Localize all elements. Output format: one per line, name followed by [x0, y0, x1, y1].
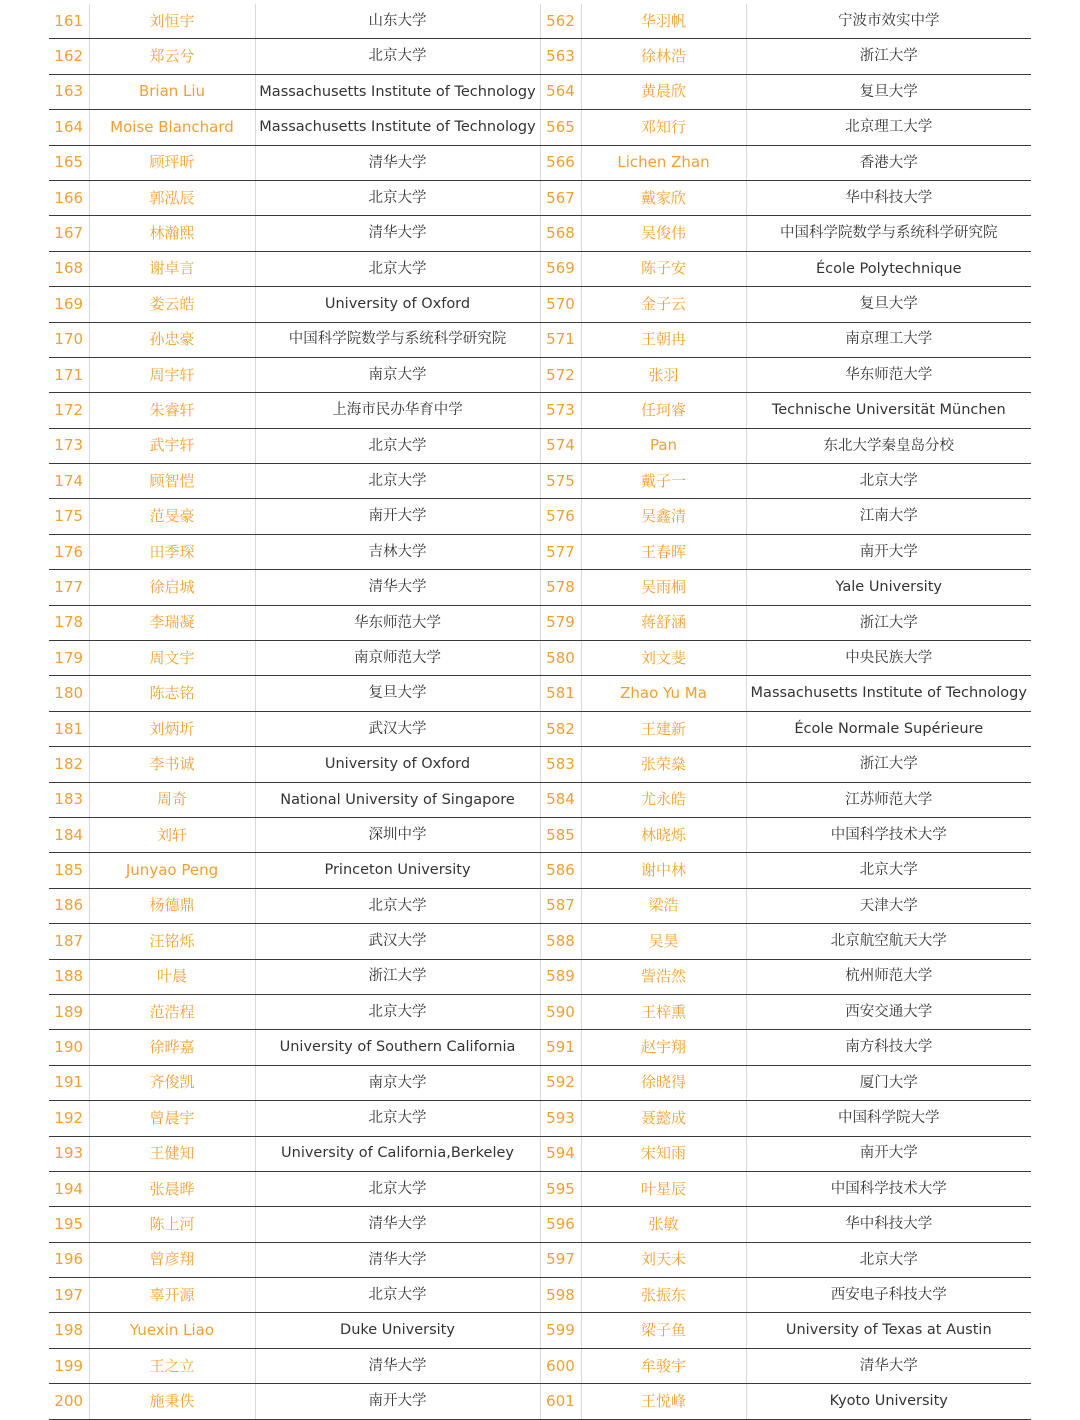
rank-cell: 169 [49, 287, 89, 322]
school-cell: 天津大学 [746, 888, 1031, 923]
rank-cell: 572 [540, 357, 581, 392]
rank-cell: 568 [540, 216, 581, 251]
rank-cell: 594 [540, 1136, 581, 1171]
rank-cell: 185 [49, 853, 89, 888]
rank-cell: 191 [49, 1065, 89, 1100]
name-cell: 王之立 [89, 1348, 255, 1383]
rank-cell: 176 [49, 534, 89, 569]
school-cell: 北京大学 [255, 428, 540, 463]
school-cell: 北京理工大学 [746, 110, 1031, 145]
table-row [49, 216, 1031, 251]
table-row [49, 499, 1031, 534]
name-cell: 郑云兮 [89, 39, 255, 74]
rank-cell: 181 [49, 711, 89, 746]
rank-cell: 197 [49, 1278, 89, 1313]
name-cell: 徐启城 [89, 570, 255, 605]
name-cell: 周奇 [89, 782, 255, 817]
rank-cell: 189 [49, 994, 89, 1029]
school-cell: 浙江大学 [746, 605, 1031, 640]
rank-cell: 574 [540, 428, 581, 463]
table-row [49, 1278, 1031, 1313]
table-row [49, 393, 1031, 428]
rank-cell: 580 [540, 641, 581, 676]
table-row [49, 180, 1031, 215]
school-cell: 中央民族大学 [746, 641, 1031, 676]
school-cell: 厦门大学 [746, 1065, 1031, 1100]
name-cell: 郭泓辰 [89, 180, 255, 215]
school-cell: 华东师范大学 [255, 605, 540, 640]
school-cell: University of Oxford [255, 747, 540, 782]
rank-cell: 566 [540, 145, 581, 180]
school-cell: 北京大学 [255, 251, 540, 286]
name-cell: 赵宇翔 [581, 1030, 746, 1065]
school-cell: 香港大学 [746, 145, 1031, 180]
rank-cell: 590 [540, 994, 581, 1029]
school-cell: 南京大学 [255, 357, 540, 392]
rank-cell: 161 [49, 4, 89, 39]
name-cell: 宋知雨 [581, 1136, 746, 1171]
name-cell: Pan [581, 428, 746, 463]
school-cell: 浙江大学 [746, 747, 1031, 782]
school-cell: 清华大学 [255, 216, 540, 251]
rank-cell: 174 [49, 464, 89, 499]
rank-cell: 564 [540, 74, 581, 109]
table-row [49, 1313, 1031, 1348]
school-cell: 南京大学 [255, 1065, 540, 1100]
name-cell: 吴俊伟 [581, 216, 746, 251]
name-cell: 尤永皓 [581, 782, 746, 817]
table-row [49, 1136, 1031, 1171]
name-cell: 陈子安 [581, 251, 746, 286]
rank-cell: 587 [540, 888, 581, 923]
table-row [49, 676, 1031, 711]
name-cell: 顾智恺 [89, 464, 255, 499]
rank-cell: 578 [540, 570, 581, 605]
rank-cell: 600 [540, 1348, 581, 1383]
table-row [49, 605, 1031, 640]
school-cell: 北京大学 [255, 1171, 540, 1206]
school-cell: National University of Singapore [255, 782, 540, 817]
name-cell: 王梓熏 [581, 994, 746, 1029]
rank-cell: 200 [49, 1384, 89, 1419]
school-cell: 南开大学 [746, 534, 1031, 569]
rank-cell: 177 [49, 570, 89, 605]
name-cell: 徐晓得 [581, 1065, 746, 1100]
name-cell: 王春晖 [581, 534, 746, 569]
school-cell: 华中科技大学 [746, 180, 1031, 215]
school-cell: 江苏师范大学 [746, 782, 1031, 817]
name-cell: 田季琛 [89, 534, 255, 569]
table-row [49, 4, 1031, 39]
rank-cell: 565 [540, 110, 581, 145]
name-cell: 刘炳圻 [89, 711, 255, 746]
table-row [49, 1348, 1031, 1383]
name-cell: 娄云皓 [89, 287, 255, 322]
rank-cell: 598 [540, 1278, 581, 1313]
name-cell: 訾浩然 [581, 959, 746, 994]
school-cell: 清华大学 [255, 1348, 540, 1383]
rank-cell: 198 [49, 1313, 89, 1348]
name-cell: Junyao Peng [89, 853, 255, 888]
school-cell: 吉林大学 [255, 534, 540, 569]
name-cell: 林晓烁 [581, 817, 746, 852]
name-cell: 汪铭烁 [89, 924, 255, 959]
table-row [49, 39, 1031, 74]
name-cell: 聂懿成 [581, 1101, 746, 1136]
rank-cell: 571 [540, 322, 581, 357]
rank-cell: 183 [49, 782, 89, 817]
name-cell: 梁浩 [581, 888, 746, 923]
rank-cell: 167 [49, 216, 89, 251]
ranking-table [49, 4, 1031, 1420]
school-cell: Kyoto University [746, 1384, 1031, 1419]
school-cell: 复旦大学 [255, 676, 540, 711]
name-cell: 武宇轩 [89, 428, 255, 463]
table-row [49, 959, 1031, 994]
name-cell: 施秉佚 [89, 1384, 255, 1419]
school-cell: 南京理工大学 [746, 322, 1031, 357]
rank-cell: 195 [49, 1207, 89, 1242]
table-row [49, 570, 1031, 605]
school-cell: 中国科学院数学与系统科学研究院 [255, 322, 540, 357]
school-cell: 清华大学 [255, 1207, 540, 1242]
school-cell: 西安电子科技大学 [746, 1278, 1031, 1313]
name-cell: 陈上河 [89, 1207, 255, 1242]
name-cell: 吴鑫清 [581, 499, 746, 534]
school-cell: University of Southern California [255, 1030, 540, 1065]
rank-cell: 199 [49, 1348, 89, 1383]
school-cell: 南开大学 [255, 1384, 540, 1419]
table-row [49, 357, 1031, 392]
table-row [49, 428, 1031, 463]
name-cell: 李瑞凝 [89, 605, 255, 640]
school-cell: Duke University [255, 1313, 540, 1348]
rank-cell: 164 [49, 110, 89, 145]
name-cell: 戴家欣 [581, 180, 746, 215]
table-row [49, 110, 1031, 145]
school-cell: 武汉大学 [255, 924, 540, 959]
school-cell: 武汉大学 [255, 711, 540, 746]
table-row [49, 1030, 1031, 1065]
rank-cell: 562 [540, 4, 581, 39]
table-row [49, 641, 1031, 676]
table-row [49, 1242, 1031, 1277]
school-cell: 北京大学 [255, 464, 540, 499]
rank-cell: 588 [540, 924, 581, 959]
name-cell: 刘文斐 [581, 641, 746, 676]
rank-cell: 582 [540, 711, 581, 746]
table-row [49, 1207, 1031, 1242]
rank-cell: 583 [540, 747, 581, 782]
table-row [49, 924, 1031, 959]
rank-cell: 180 [49, 676, 89, 711]
name-cell: 曾晨宇 [89, 1101, 255, 1136]
school-cell: 山东大学 [255, 4, 540, 39]
school-cell: 清华大学 [255, 570, 540, 605]
table-row [49, 782, 1031, 817]
name-cell: Zhao Yu Ma [581, 676, 746, 711]
school-cell: University of California,Berkeley [255, 1136, 540, 1171]
name-cell: 范旻豪 [89, 499, 255, 534]
name-cell: 顾玶昕 [89, 145, 255, 180]
name-cell: 黄晨欣 [581, 74, 746, 109]
school-cell: 复旦大学 [746, 287, 1031, 322]
rank-cell: 573 [540, 393, 581, 428]
rank-cell: 592 [540, 1065, 581, 1100]
name-cell: 曾彦翔 [89, 1242, 255, 1277]
name-cell: 周宇轩 [89, 357, 255, 392]
school-cell: Massachusetts Institute of Technology [255, 74, 540, 109]
rank-cell: 585 [540, 817, 581, 852]
school-cell: 深圳中学 [255, 817, 540, 852]
name-cell: 朱睿轩 [89, 393, 255, 428]
rank-cell: 187 [49, 924, 89, 959]
name-cell: 王朝冉 [581, 322, 746, 357]
rank-cell: 597 [540, 1242, 581, 1277]
rank-cell: 563 [540, 39, 581, 74]
school-cell: 北京大学 [255, 39, 540, 74]
table-row [49, 74, 1031, 109]
rank-cell: 166 [49, 180, 89, 215]
rank-cell: 577 [540, 534, 581, 569]
school-cell: 北京大学 [255, 888, 540, 923]
name-cell: 杨德鼎 [89, 888, 255, 923]
table-row [49, 817, 1031, 852]
name-cell: 谢卓言 [89, 251, 255, 286]
rank-cell: 193 [49, 1136, 89, 1171]
rank-cell: 171 [49, 357, 89, 392]
rank-cell: 591 [540, 1030, 581, 1065]
name-cell: 邓知行 [581, 110, 746, 145]
school-cell: 清华大学 [255, 145, 540, 180]
rank-cell: 581 [540, 676, 581, 711]
name-cell: 张羽 [581, 357, 746, 392]
rank-cell: 586 [540, 853, 581, 888]
table-row [49, 711, 1031, 746]
rank-cell: 601 [540, 1384, 581, 1419]
ranking-body [49, 4, 1031, 1419]
table-row [49, 1384, 1031, 1419]
school-cell: 北京大学 [255, 1101, 540, 1136]
name-cell: 谢中林 [581, 853, 746, 888]
table-row [49, 287, 1031, 322]
rank-cell: 599 [540, 1313, 581, 1348]
school-cell: 北京大学 [255, 994, 540, 1029]
table-row [49, 1171, 1031, 1206]
name-cell: Lichen Zhan [581, 145, 746, 180]
rank-cell: 170 [49, 322, 89, 357]
table-row [49, 1065, 1031, 1100]
school-cell: Massachusetts Institute of Technology [746, 676, 1031, 711]
school-cell: 江南大学 [746, 499, 1031, 534]
school-cell: 南京师范大学 [255, 641, 540, 676]
school-cell: 清华大学 [746, 1348, 1031, 1383]
school-cell: 南开大学 [746, 1136, 1031, 1171]
table-row [49, 534, 1031, 569]
table-row [49, 251, 1031, 286]
name-cell: 蒋舒涵 [581, 605, 746, 640]
school-cell: 北京大学 [255, 1278, 540, 1313]
name-cell: 王悦峰 [581, 1384, 746, 1419]
school-cell: 东北大学秦皇岛分校 [746, 428, 1031, 463]
name-cell: Moise Blanchard [89, 110, 255, 145]
school-cell: École Normale Supérieure [746, 711, 1031, 746]
rank-cell: 196 [49, 1242, 89, 1277]
name-cell: 张振东 [581, 1278, 746, 1313]
rank-cell: 186 [49, 888, 89, 923]
name-cell: 刘恒宇 [89, 4, 255, 39]
school-cell: 西安交通大学 [746, 994, 1031, 1029]
rank-cell: 188 [49, 959, 89, 994]
name-cell: 牟骏宇 [581, 1348, 746, 1383]
rank-cell: 172 [49, 393, 89, 428]
name-cell: 叶晨 [89, 959, 255, 994]
name-cell: Brian Liu [89, 74, 255, 109]
rank-cell: 165 [49, 145, 89, 180]
name-cell: 齐俊凯 [89, 1065, 255, 1100]
name-cell: 周文宇 [89, 641, 255, 676]
rank-cell: 175 [49, 499, 89, 534]
name-cell: 辜开源 [89, 1278, 255, 1313]
rank-cell: 584 [540, 782, 581, 817]
school-cell: 北京大学 [746, 853, 1031, 888]
name-cell: 金子云 [581, 287, 746, 322]
name-cell: 徐晔嘉 [89, 1030, 255, 1065]
rank-cell: 596 [540, 1207, 581, 1242]
school-cell: 中国科学技术大学 [746, 1171, 1031, 1206]
school-cell: 复旦大学 [746, 74, 1031, 109]
school-cell: 中国科学院大学 [746, 1101, 1031, 1136]
name-cell: 张敏 [581, 1207, 746, 1242]
school-cell: 上海市民办华育中学 [255, 393, 540, 428]
school-cell: 宁波市效实中学 [746, 4, 1031, 39]
name-cell: 戴子一 [581, 464, 746, 499]
rank-cell: 192 [49, 1101, 89, 1136]
school-cell: 杭州师范大学 [746, 959, 1031, 994]
school-cell: Technische Universität München [746, 393, 1031, 428]
table-row [49, 1101, 1031, 1136]
table-row [49, 747, 1031, 782]
school-cell: 南方科技大学 [746, 1030, 1031, 1065]
rank-cell: 570 [540, 287, 581, 322]
rank-cell: 173 [49, 428, 89, 463]
rank-cell: 182 [49, 747, 89, 782]
rank-cell: 178 [49, 605, 89, 640]
rank-cell: 163 [49, 74, 89, 109]
table-row [49, 994, 1031, 1029]
rank-cell: 179 [49, 641, 89, 676]
rank-cell: 576 [540, 499, 581, 534]
school-cell: Massachusetts Institute of Technology [255, 110, 540, 145]
name-cell: 叶星辰 [581, 1171, 746, 1206]
rank-cell: 190 [49, 1030, 89, 1065]
table-row [49, 145, 1031, 180]
school-cell: École Polytechnique [746, 251, 1031, 286]
school-cell: 北京大学 [255, 180, 540, 215]
rank-cell: 575 [540, 464, 581, 499]
school-cell: 北京大学 [746, 1242, 1031, 1277]
name-cell: 张晨晔 [89, 1171, 255, 1206]
table-row [49, 853, 1031, 888]
name-cell: 范浩程 [89, 994, 255, 1029]
school-cell: 华东师范大学 [746, 357, 1031, 392]
rank-cell: 593 [540, 1101, 581, 1136]
rank-cell: 567 [540, 180, 581, 215]
name-cell: Yuexin Liao [89, 1313, 255, 1348]
rank-cell: 162 [49, 39, 89, 74]
name-cell: 梁子鱼 [581, 1313, 746, 1348]
school-cell: Yale University [746, 570, 1031, 605]
rank-cell: 168 [49, 251, 89, 286]
name-cell: 刘天未 [581, 1242, 746, 1277]
rank-cell: 595 [540, 1171, 581, 1206]
name-cell: 任珂睿 [581, 393, 746, 428]
name-cell: 徐林浩 [581, 39, 746, 74]
name-cell: 华羽帆 [581, 4, 746, 39]
school-cell: 北京大学 [746, 464, 1031, 499]
rank-cell: 569 [540, 251, 581, 286]
school-cell: 浙江大学 [255, 959, 540, 994]
table-row [49, 888, 1031, 923]
rank-cell: 184 [49, 817, 89, 852]
school-cell: 清华大学 [255, 1242, 540, 1277]
rank-cell: 194 [49, 1171, 89, 1206]
table-row [49, 464, 1031, 499]
school-cell: Princeton University [255, 853, 540, 888]
school-cell: 浙江大学 [746, 39, 1031, 74]
school-cell: University of Oxford [255, 287, 540, 322]
school-cell: 中国科学技术大学 [746, 817, 1031, 852]
name-cell: 李书诚 [89, 747, 255, 782]
school-cell: 北京航空航天大学 [746, 924, 1031, 959]
name-cell: 吴雨桐 [581, 570, 746, 605]
name-cell: 陈志铭 [89, 676, 255, 711]
school-cell: 华中科技大学 [746, 1207, 1031, 1242]
name-cell: 刘轩 [89, 817, 255, 852]
name-cell: 吴昊 [581, 924, 746, 959]
table-row [49, 322, 1031, 357]
rank-cell: 579 [540, 605, 581, 640]
name-cell: 王建新 [581, 711, 746, 746]
name-cell: 林瀚熙 [89, 216, 255, 251]
school-cell: 中国科学院数学与系统科学研究院 [746, 216, 1031, 251]
school-cell: 南开大学 [255, 499, 540, 534]
name-cell: 孙忠豪 [89, 322, 255, 357]
name-cell: 张荣燊 [581, 747, 746, 782]
school-cell: University of Texas at Austin [746, 1313, 1031, 1348]
rank-cell: 589 [540, 959, 581, 994]
name-cell: 王健知 [89, 1136, 255, 1171]
